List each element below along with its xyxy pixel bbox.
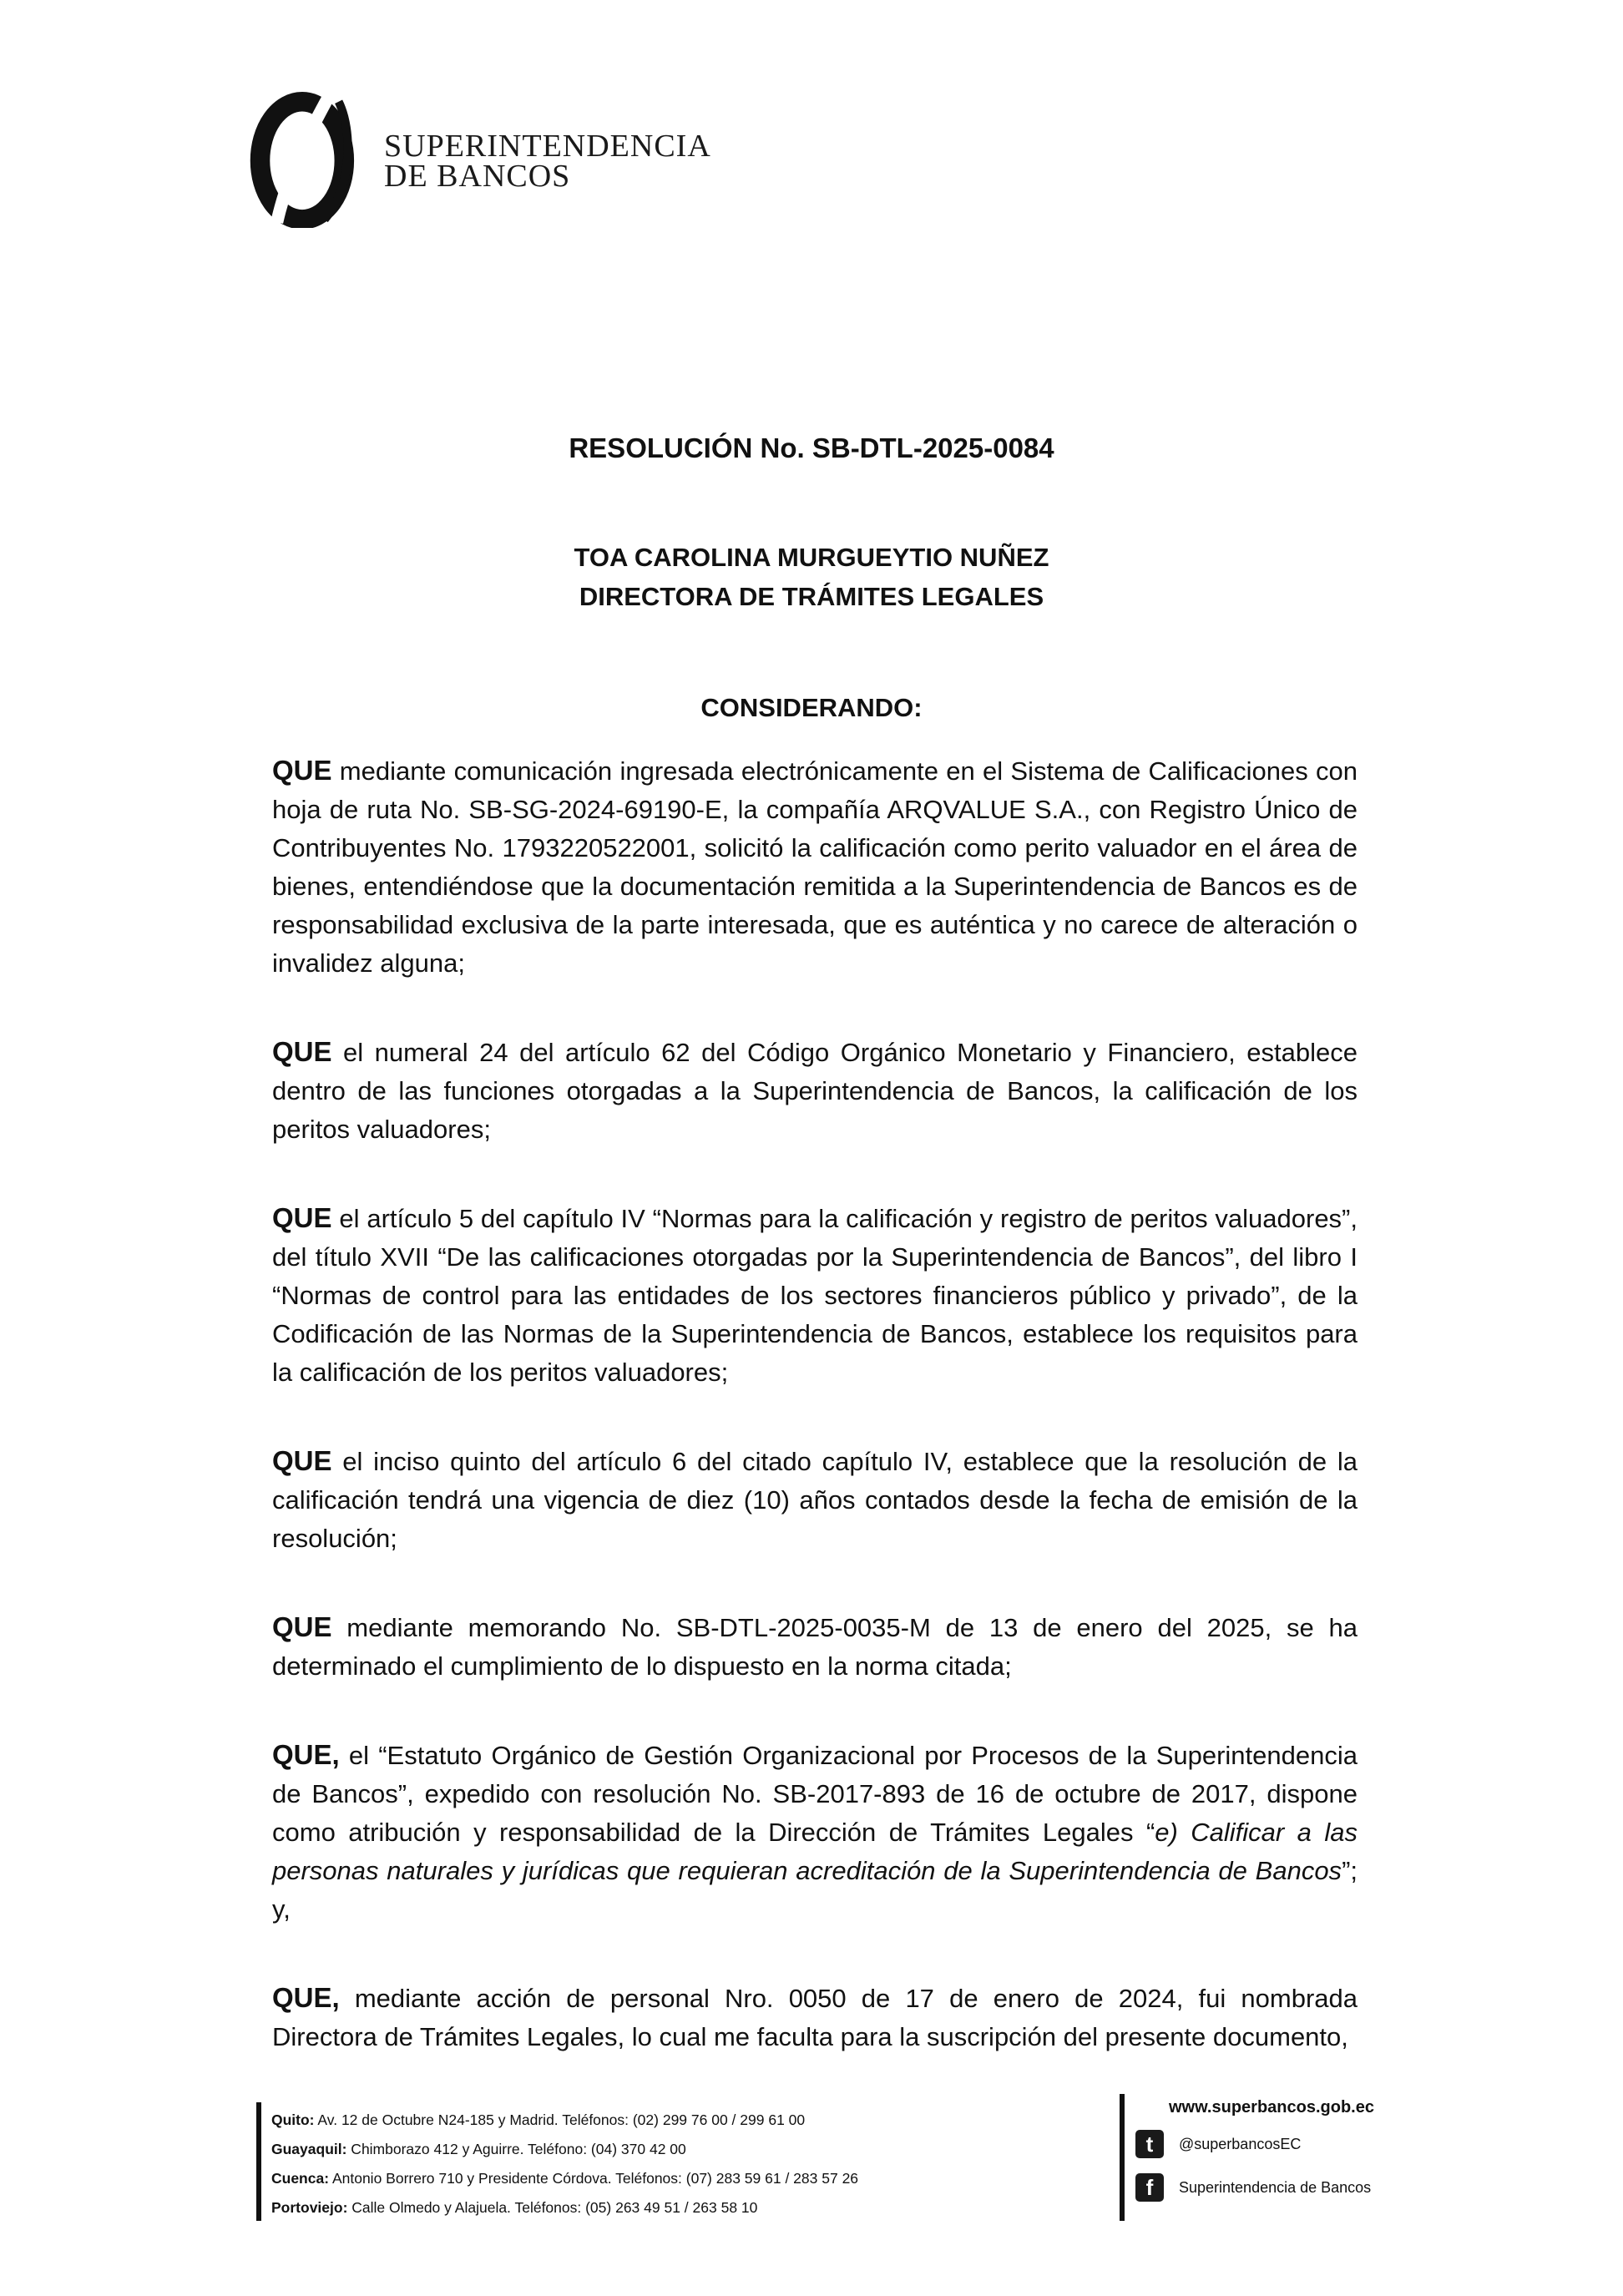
footer-city-label: Quito: [271,2111,315,2128]
paragraph-text: mediante acción de personal Nro. 0050 de 17 de enero de 2024, fui nombrada Directora de Trámites Legales, lo cual me faculta para la suscripción del presente documento, [272,1984,1358,2051]
resolution-body [272,751,1358,2106]
paragraph-lead: QUE, [272,1982,340,2013]
footer-cuenca [271,2164,858,2193]
footer-guayaquil [271,2135,858,2164]
paragraph-lead: QUE [272,755,332,786]
footer-quito [271,2106,858,2135]
footer-divider-right [1120,2094,1125,2221]
facebook-row[interactable] [1135,2166,1374,2209]
footer-address: Chimborazo 412 y Aguirre. Teléfono: (04) 370 42 00 [346,2141,686,2157]
paragraph-6 [272,1736,1358,1929]
twitter-handle: @superbancosEC [1179,2135,1302,2152]
footer-contacts [1135,2092,1374,2209]
paragraph-lead: QUE [272,1202,332,1233]
paragraph-tail: ”; y, [272,1856,1358,1924]
facebook-icon: f [1135,2173,1164,2202]
paragraph-text: el artículo 5 del capítulo IV “Normas para la calificación y registro de peritos valuadores”, del título XVII “De las calificaciones otorgadas por la Superintendencia de Bancos”, del libro I “Normas de control para las entidades de los sectores financieros público y privado”, de la Codificación de las Normas de la Superintendencia de Bancos, establece los requisitos para la calificación de los peritos valuadores; [272,1204,1358,1387]
paragraph-5 [272,1608,1358,1686]
footer-city-label: Guayaquil: [271,2141,347,2157]
logo-line-2: DE BANCOS [384,159,571,194]
signatory-role: DIRECTORA DE TRÁMITES LEGALES [579,582,1044,611]
resolution-title: RESOLUCIÓN No. SB-DTL-2025-0084 [569,432,1054,463]
paragraph-4 [272,1442,1358,1558]
paragraph-text: mediante comunicación ingresada electrónicamente en el Sistema de Calificaciones con hoja de ruta No. SB-SG-2024-69190-E, la compañía ARQVALUE S.A., con Registro Único de Contribuyentes No. 1793220522001, solicitó la calificación como perito valuador en el área de bienes, entendiéndose que la documentación remitida a la Superintendencia de Bancos es de responsabilidad exclusiva de la parte interesada, que es auténtica y no carece de alteración o invalidez alguna; [272,756,1358,978]
logo-wordmark [384,129,711,194]
paragraph-1 [272,751,1358,983]
paragraph-quote: e) Calificar a las personas naturales y jurídicas que requieran acreditación de la Superintendencia de Bancos [272,1818,1358,1885]
footer-portoviejo [271,2193,858,2223]
footer-city-label: Cuenca: [271,2170,330,2187]
facebook-page: Superintendencia de Bancos [1179,2178,1372,2196]
institution-logo [240,88,711,213]
considerando-heading: CONSIDERANDO: [700,693,923,722]
logo-emblem-icon [240,88,381,228]
signatory-name: TOA CAROLINA MURGUEYTIO NUÑEZ [574,543,1049,572]
footer-address: Av. 12 de Octubre N24-185 y Madrid. Teléfonos: (02) 299 76 00 / 299 61 00 [314,2111,806,2128]
twitter-row[interactable] [1135,2122,1374,2166]
paragraph-7 [272,1979,1358,2056]
footer-city-label: Portoviejo: [271,2199,348,2216]
footer-address: Calle Olmedo y Alajuela. Teléfonos: (05) 263 49 51 / 263 58 10 [347,2199,758,2216]
paragraph-text: el “Estatuto Orgánico de Gestión Organizacional por Procesos de la Superintendencia de Bancos”, expedido con resolución No. SB-2017-893 de 16 de octubre de 2017, dispone como atribución y responsabilidad de la Dirección de Trámites Legales “ [272,1741,1358,1847]
paragraph-lead: QUE, [272,1739,340,1770]
footer-addresses [271,2106,858,2223]
twitter-icon: t [1135,2130,1164,2158]
paragraph-text: el numeral 24 del artículo 62 del Código Orgánico Monetario y Financiero, establece dentro de las funciones otorgadas a la Superintendencia de Bancos, la calificación de los peritos valuadores; [272,1038,1358,1144]
paragraph-text: mediante memorando No. SB-DTL-2025-0035-M de 13 de enero del 2025, se ha determinado el cumplimiento de lo dispuesto en la norma citada; [272,1613,1358,1681]
paragraph-2 [272,1033,1358,1149]
paragraph-lead: QUE [272,1445,332,1476]
footer-address: Antonio Borrero 710 y Presidente Córdova. Teléfonos: (07) 283 59 61 / 283 57 26 [329,2170,859,2187]
paragraph-3 [272,1199,1358,1392]
paragraph-text: el inciso quinto del artículo 6 del citado capítulo IV, establece que la resolución de la calificación tendrá una vigencia de diez (10) años contados desde la fecha de emisión de la resolución; [272,1447,1358,1553]
footer-divider-left [256,2102,261,2221]
logo-line-1: SUPERINTENDENCIA [384,129,711,164]
paragraph-lead: QUE [272,1036,332,1067]
website-link[interactable]: www.superbancos.gob.ec [1169,2098,1374,2116]
paragraph-lead: QUE [272,1611,332,1642]
